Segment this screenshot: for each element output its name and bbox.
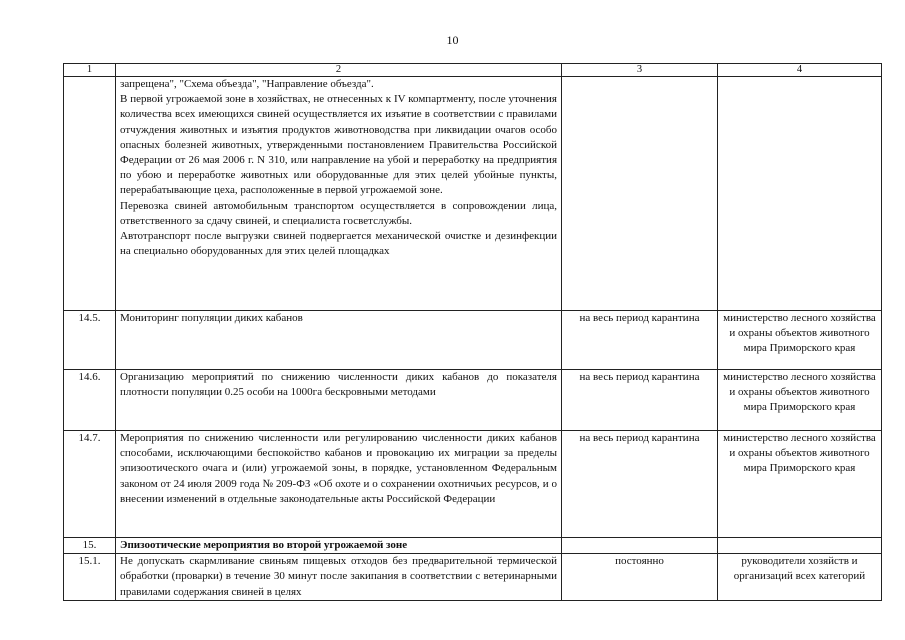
responsible-text: руководители хозяйств и организаций всех категорий [718,554,882,601]
row-number-cell [64,77,116,311]
table-row [64,311,882,370]
responsible-text: министерство лесного хозяйства и охраны объектов животного мира Приморского края [718,311,882,370]
section-number: 15. [64,538,116,554]
period-cell [562,538,718,554]
responsible-cell [718,77,882,311]
header-col-4: 4 [718,64,882,77]
measure-text: Организацию мероприятий по снижению численности диких кабанов до показателя плотности популяции 0.25 особи на 1000га бескровными методами [116,370,562,431]
period-text: на весь период карантина [562,370,718,431]
table-row [64,431,882,538]
period-text: постоянно [562,554,718,601]
paragraph: Автотранспорт после выгрузки свиней подвергается механической очистке и дезинфекции на специально оборудованных для этих целей площадках [120,230,557,258]
header-col-3: 3 [562,64,718,77]
measure-cell [116,77,562,311]
measure-text: Мероприятия по снижению численности или регулированию численности диких кабанов способами, исключающими беспокойство кабанов и провокацию их миграции за пределы эпизоотического очага и (или) угрожаемой зоны, в порядке, установленном Федеральным законом от 24 июля 2009 года № 209-ФЗ «Об охоте и о сохранении охотничьих ресурсов, и о внесении изменений в отдельные законодательные акты Российской Федерации [116,431,562,538]
header-col-1: 1 [64,64,116,77]
responsible-text: министерство лесного хозяйства и охраны объектов животного мира Приморского края [718,431,882,538]
section-title: Эпизоотические мероприятия во второй угрожаемой зоне [116,538,562,554]
table-row-continuation [64,77,882,311]
table-row [64,370,882,431]
row-number: 14.5. [64,311,116,370]
page-number: 10 [446,33,459,47]
header-col-2: 2 [116,64,562,77]
row-number: 14.6. [64,370,116,431]
paragraph: запрещена", "Схема объезда", "Направление объезда". [120,78,374,90]
row-number: 14.7. [64,431,116,538]
paragraph: В первой угрожаемой зоне в хозяйствах, не отнесенных к IV компартменту, после уточнения количества всех имеющихся свиней осуществляется их изъятие в соответствии с правилами отчуждения животных и изъятия продуктов животноводства при ликвидации очагов особо опасных болезней животных, утвержденными постановлением Правительства Российской Федерации от 26 мая 2006 г. N 310, или направление на убой и переработку на предприятия по убою и переработке животных или оборудованные для этих целей убойные пункты, перерабатывающие цеха, расположенные в первой угрожаемой зоне. [120,93,557,197]
period-text: на весь период карантина [562,311,718,370]
measure-text: Не допускать скармливание свиньям пищевых отходов без предварительной термической обработки (проварки) в течение 30 минут после закипания в соответствии с ветеринарными правилами содержания свиней в целях [116,554,562,601]
row-number: 15.1. [64,554,116,601]
section-row [64,538,882,554]
table-header-row [64,64,882,77]
responsible-text: министерство лесного хозяйства и охраны объектов животного мира Приморского края [718,370,882,431]
measure-text: Мониторинг популяции диких кабанов [116,311,562,370]
measures-table [63,63,882,601]
responsible-cell [718,538,882,554]
period-text: на весь период карантина [562,431,718,538]
period-cell [562,77,718,311]
paragraph: Перевозка свиней автомобильным транспортом осуществляется в сопровождении лица, ответственного за сдачу свиней, и специалиста госветслужбы. [120,199,557,227]
table-row [64,554,882,601]
